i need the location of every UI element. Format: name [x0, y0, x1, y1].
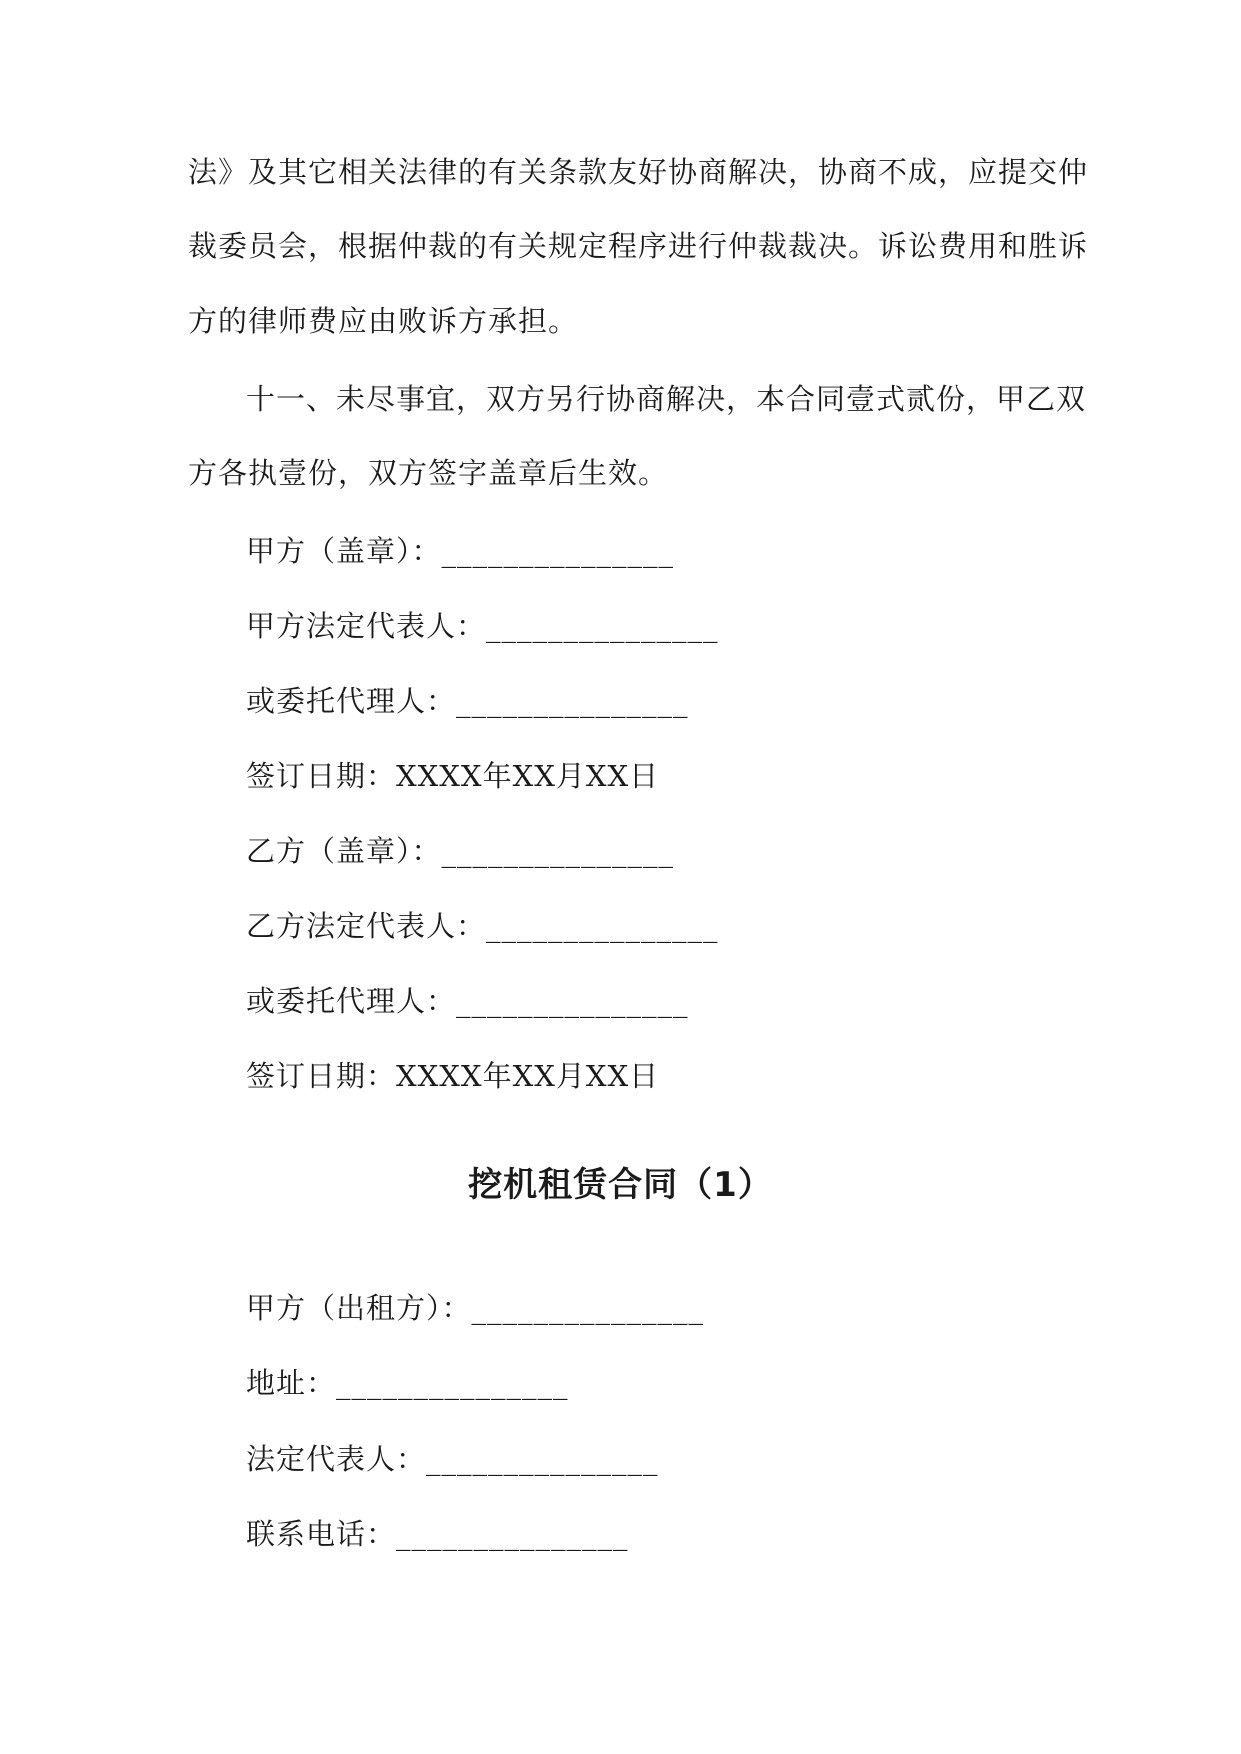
lessor-field: 甲方（出租方）：_______________: [246, 1291, 705, 1325]
paragraph-line: 方各执壹份，双方签字盖章后生效。: [188, 456, 669, 490]
contract-title: 挖机租赁合同（1）: [468, 1165, 773, 1205]
legal-rep-field: 法定代表人：_______________: [246, 1442, 659, 1476]
paragraph-line: 裁委员会，根据仲裁的有关规定程序进行仲裁裁决。诉讼费用和胜诉: [188, 229, 1089, 263]
party-b-sign-date: 签订日期：XXXX年XX月XX日: [246, 1059, 660, 1093]
phone-field: 联系电话：_______________: [246, 1517, 629, 1551]
paragraph-line: 法》及其它相关法律的有关条款友好协商解决，协商不成，应提交仲: [188, 155, 1089, 189]
party-b-legal-rep-field: 乙方法定代表人：_______________: [246, 909, 719, 943]
party-a-sign-date: 签订日期：XXXX年XX月XX日: [246, 759, 660, 793]
party-a-legal-rep-field: 甲方法定代表人：_______________: [246, 609, 719, 643]
paragraph-line: 方的律师费应由败诉方承担。: [188, 304, 579, 338]
party-a-agent-field: 或委托代理人：_______________: [246, 684, 689, 718]
party-a-seal-field: 甲方（盖章）：_______________: [246, 534, 675, 568]
address-field: 地址：_______________: [246, 1366, 569, 1400]
party-b-seal-field: 乙方（盖章）：_______________: [246, 834, 675, 868]
party-b-agent-field: 或委托代理人：_______________: [246, 984, 689, 1018]
paragraph-line: 十一、未尽事宜，双方另行协商解决，本合同壹式贰份，甲乙双: [246, 382, 1087, 416]
